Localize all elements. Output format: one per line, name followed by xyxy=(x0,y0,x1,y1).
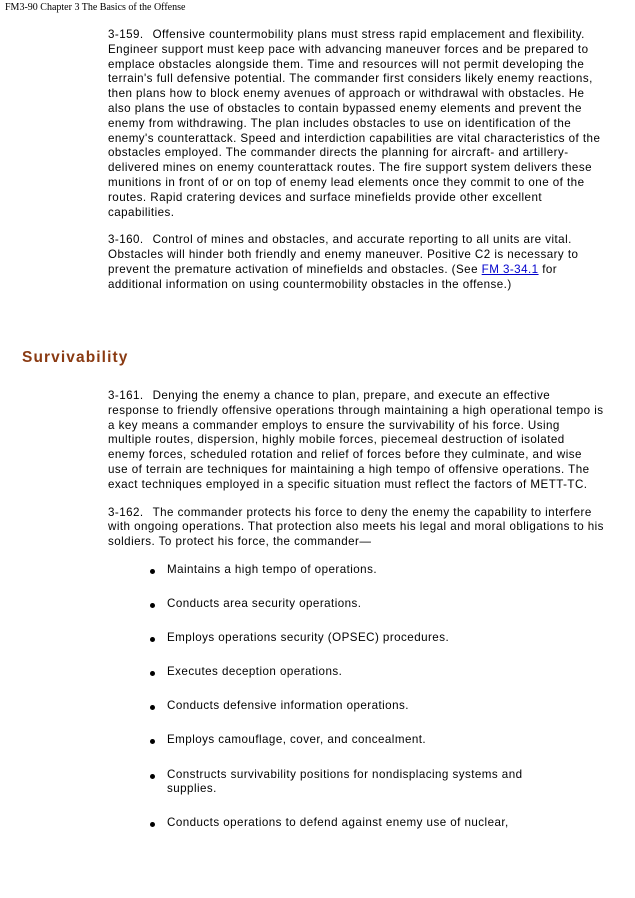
list-item: Employs operations security (OPSEC) procedures. xyxy=(150,631,570,646)
paragraph-3-162 xyxy=(108,506,605,550)
paragraph-text: Control of mines and obstacles, and accurate reporting to all units are vital. Obstacles will hinder both friendly and enemy maneuver. Positive C2 is necessary to prevent the premature activation of minefields and obstacles. (See xyxy=(108,233,579,276)
bullet-icon xyxy=(150,637,155,642)
list-item: Conducts operations to defend against enemy use of nuclear, xyxy=(150,816,570,831)
paragraph-text-after-link: for additional information on using countermobility obstacles in the offense.) xyxy=(108,262,558,291)
bullet-icon xyxy=(150,774,155,779)
bullet-icon xyxy=(150,603,155,608)
paragraph-number: 3-160. xyxy=(108,233,144,247)
bullet-icon xyxy=(150,671,155,676)
list-item: Executes deception operations. xyxy=(150,665,570,680)
paragraph-number: 3-162. xyxy=(108,505,144,519)
list-item: Conducts defensive information operations. xyxy=(150,699,570,714)
paragraph-3-161 xyxy=(108,389,605,493)
paragraph-text: The commander protects his force to deny the enemy the capability to interfere with ongoing operations. That protection also meets his legal and moral obligations to his soldiers. To protect his force, the commander— xyxy=(108,505,604,549)
list-item: Maintains a high tempo of operations. xyxy=(150,563,570,578)
section-heading-survivability: Survivability xyxy=(22,349,129,366)
main-content-top xyxy=(108,28,605,306)
paragraph-text: Denying the enemy a chance to plan, prepare, and execute an effective response to friendly offensive operations through maintaining a high operational tempo is a key means a commander employs to ensure the survivability of his force. Using multiple routes, dispersion, highly mobile forces, piecemeal destruction of isolated enemy forces, scheduled rotation and relief of forces before they culminate, and wise use of terrain are techniques for maintaining a high tempo of offensive operations. The exact techniques employed in a specific situation must reflect the factors of METT-TC. xyxy=(108,389,604,491)
bullet-icon xyxy=(150,705,155,710)
paragraph-number: 3-159. xyxy=(108,28,144,41)
protection-measures-list xyxy=(108,563,570,831)
fm-3-34-1-link[interactable]: FM 3-34.1 xyxy=(481,262,539,276)
running-header: FM3-90 Chapter 3 The Basics of the Offense xyxy=(5,2,186,13)
paragraph-number: 3-161. xyxy=(108,389,144,402)
bullet-icon xyxy=(150,822,155,827)
list-item: Constructs survivability positions for nondisplacing systems and supplies. xyxy=(150,768,570,798)
paragraph-text: Offensive countermobility plans must stress rapid emplacement and flexibility. Engineer support must keep pace with advancing maneuver forces and be prepared to emplace obstacles alongside them. Time and resources will not permit developing the terrain's full defensive potential. The commander first considers likely enemy reactions, then plans how to block enemy avenues of approach or withdrawal with obstacles. He also plans the use of obstacles to contain bypassed enemy elements and prevent the enemy from withdrawing. The plan includes obstacles to use on identification of the enemy's counterattack. Speed and interdiction capabilities are vital characteristics of the obstacles employed. The commander directs the planning for aircraft- and artillery-delivered mines on enemy counterattack routes. The fire support system delivers these munitions in front of or on top of enemy lead elements once they commit to one of the routes. Rapid cratering devices and surface minefields provide other excellent capabilities. xyxy=(108,28,601,219)
paragraph-3-160 xyxy=(108,233,605,292)
list-item: Conducts area security operations. xyxy=(150,597,570,612)
main-content-survivability xyxy=(108,389,605,851)
list-item: Employs camouflage, cover, and concealment. xyxy=(150,733,570,748)
paragraph-3-159 xyxy=(108,28,605,220)
bullet-icon xyxy=(150,569,155,574)
bullet-icon xyxy=(150,739,155,744)
